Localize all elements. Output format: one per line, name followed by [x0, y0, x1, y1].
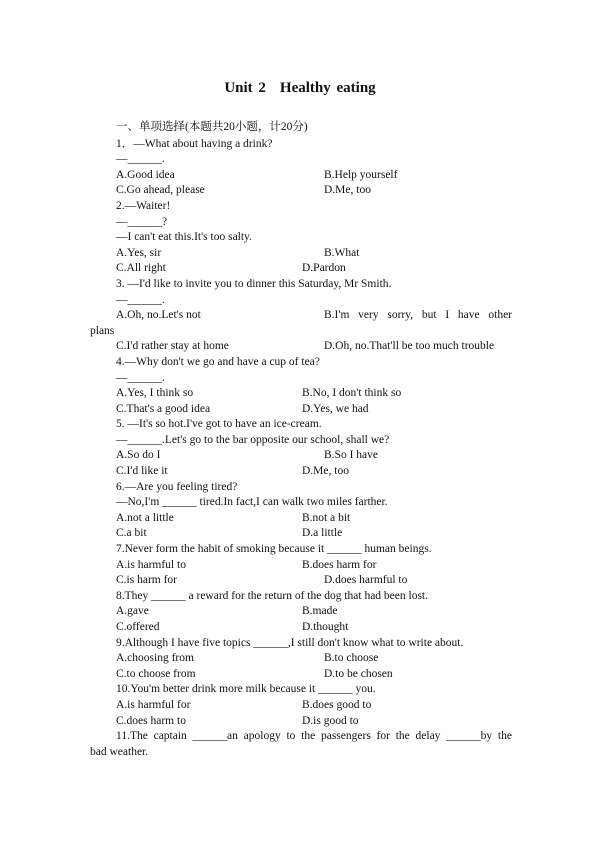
options-row	[116, 308, 512, 324]
option-c: C.Go ahead, please	[116, 184, 205, 197]
option-d: D.Me, too	[324, 184, 371, 197]
option-c: C.to choose from	[116, 667, 196, 680]
options-row	[116, 402, 512, 418]
option-b: B.not a bit	[302, 511, 351, 524]
option-c: C.I'd like it	[116, 465, 168, 478]
option-c: C.offered	[116, 621, 160, 633]
option-a: A.So do I	[116, 449, 161, 462]
options-row	[116, 573, 512, 589]
options-row	[116, 464, 512, 480]
answer-blank: —______.	[116, 371, 165, 384]
options-row	[116, 246, 512, 262]
option-c: C.does harm to	[116, 714, 186, 727]
option-d: D.a little	[302, 527, 343, 540]
options-row	[116, 620, 512, 636]
option-a: A.Yes, I think so	[116, 387, 194, 400]
question-text: —No,I'm ______ tired.In fact,I can walk two miles farther.	[116, 496, 388, 509]
option-a: A.is harmful for	[116, 698, 191, 711]
options-row	[116, 339, 512, 355]
option-b: B.No, I don't think so	[302, 387, 402, 400]
option-c: C.All right	[116, 262, 166, 275]
question-text: —I can't eat this.It's too salty.	[116, 231, 252, 244]
options-row	[116, 651, 512, 667]
unit-label: Unit 2	[224, 80, 266, 96]
question-text: 10.You'm better drink more milk because it ______ you.	[116, 683, 376, 696]
options-row	[116, 667, 512, 683]
option-a: A.is harmful to	[116, 558, 186, 571]
question-text: 4.—Why don't we go and have a cup of tea?	[116, 355, 320, 368]
option-d: D.thought	[302, 621, 349, 633]
option-b: B.does good to	[302, 698, 372, 711]
options-row	[116, 261, 512, 277]
question-text: 11.The captain ______an apology to the passengers for the delay ______by the	[116, 730, 512, 743]
option-d: D.Yes, we had	[302, 402, 369, 415]
options-row	[116, 168, 512, 184]
question-text-continued: bad weather.	[90, 745, 149, 758]
option-b: B.So I have	[324, 449, 378, 462]
option-c: C.That's a good idea	[116, 402, 211, 415]
option-c: C.I'd rather stay at home	[116, 340, 229, 353]
option-a: A.Oh, no.Let's not	[116, 309, 201, 322]
answer-blank: —______?	[116, 215, 168, 228]
options-row	[116, 526, 512, 542]
question-text: —______.Let's go to the bar opposite our school, shall we?	[116, 433, 390, 446]
option-b-continued: plans	[90, 324, 115, 337]
option-a: A.gave	[116, 605, 149, 618]
options-row	[116, 698, 512, 714]
page-title	[0, 80, 600, 97]
question-text: 6.—Are you feeling tired?	[116, 480, 238, 493]
option-a: A.Yes, sir	[116, 246, 162, 259]
options-row	[116, 386, 512, 402]
option-d: D.does harmful to	[324, 574, 408, 587]
answer-blank: —______.	[116, 153, 165, 166]
option-b: B.to choose	[324, 652, 379, 665]
option-a: A.not a little	[116, 511, 174, 524]
option-b: B.I'm very sorry, but I have other	[324, 309, 512, 322]
option-c: C.is harm for	[116, 574, 178, 587]
option-d: D.to be chosen	[324, 667, 393, 680]
answer-blank: —______.	[116, 293, 165, 306]
option-b: B.made	[302, 605, 338, 618]
options-row	[116, 714, 512, 730]
option-d: D.Pardon	[302, 262, 346, 275]
question-text: 7.Never form the habit of smoking because it ______ human beings.	[116, 543, 432, 556]
question-text: 5. —It's so hot.I've got to have an ice-cream.	[116, 418, 322, 431]
topic-label: Healthy eating	[279, 80, 376, 96]
option-b: B.does harm for	[302, 558, 377, 571]
option-c: C.a bit	[116, 527, 147, 540]
option-b: B.Help yourself	[324, 168, 398, 181]
option-b: B.What	[324, 246, 360, 259]
option-d: D.Oh, no.That'll be too much trouble	[324, 340, 495, 353]
options-row	[116, 511, 512, 527]
question-text: 3. —I'd like to invite you to dinner this Saturday, Mr Smith.	[116, 277, 392, 290]
options-row	[116, 604, 512, 620]
question-text: 2.—Waiter!	[116, 199, 171, 212]
options-row	[116, 183, 512, 199]
option-d: D.Me, too	[302, 465, 349, 478]
option-a: A.Good idea	[116, 168, 175, 181]
exercise-content	[90, 120, 512, 760]
option-a: A.choosing from	[116, 652, 194, 665]
question-text: 1．—What about having a drink?	[116, 137, 273, 150]
question-text: 8.They ______ a reward for the return of the dog that had been lost.	[116, 589, 428, 602]
section-heading: 一、单项选择(本题共20小题，计20分)	[116, 121, 308, 133]
options-row	[116, 558, 512, 574]
question-text: 9.Although I have five topics ______,I still don't know what to write about.	[116, 636, 464, 649]
option-d: D.is good to	[302, 714, 359, 727]
options-row	[116, 448, 512, 464]
